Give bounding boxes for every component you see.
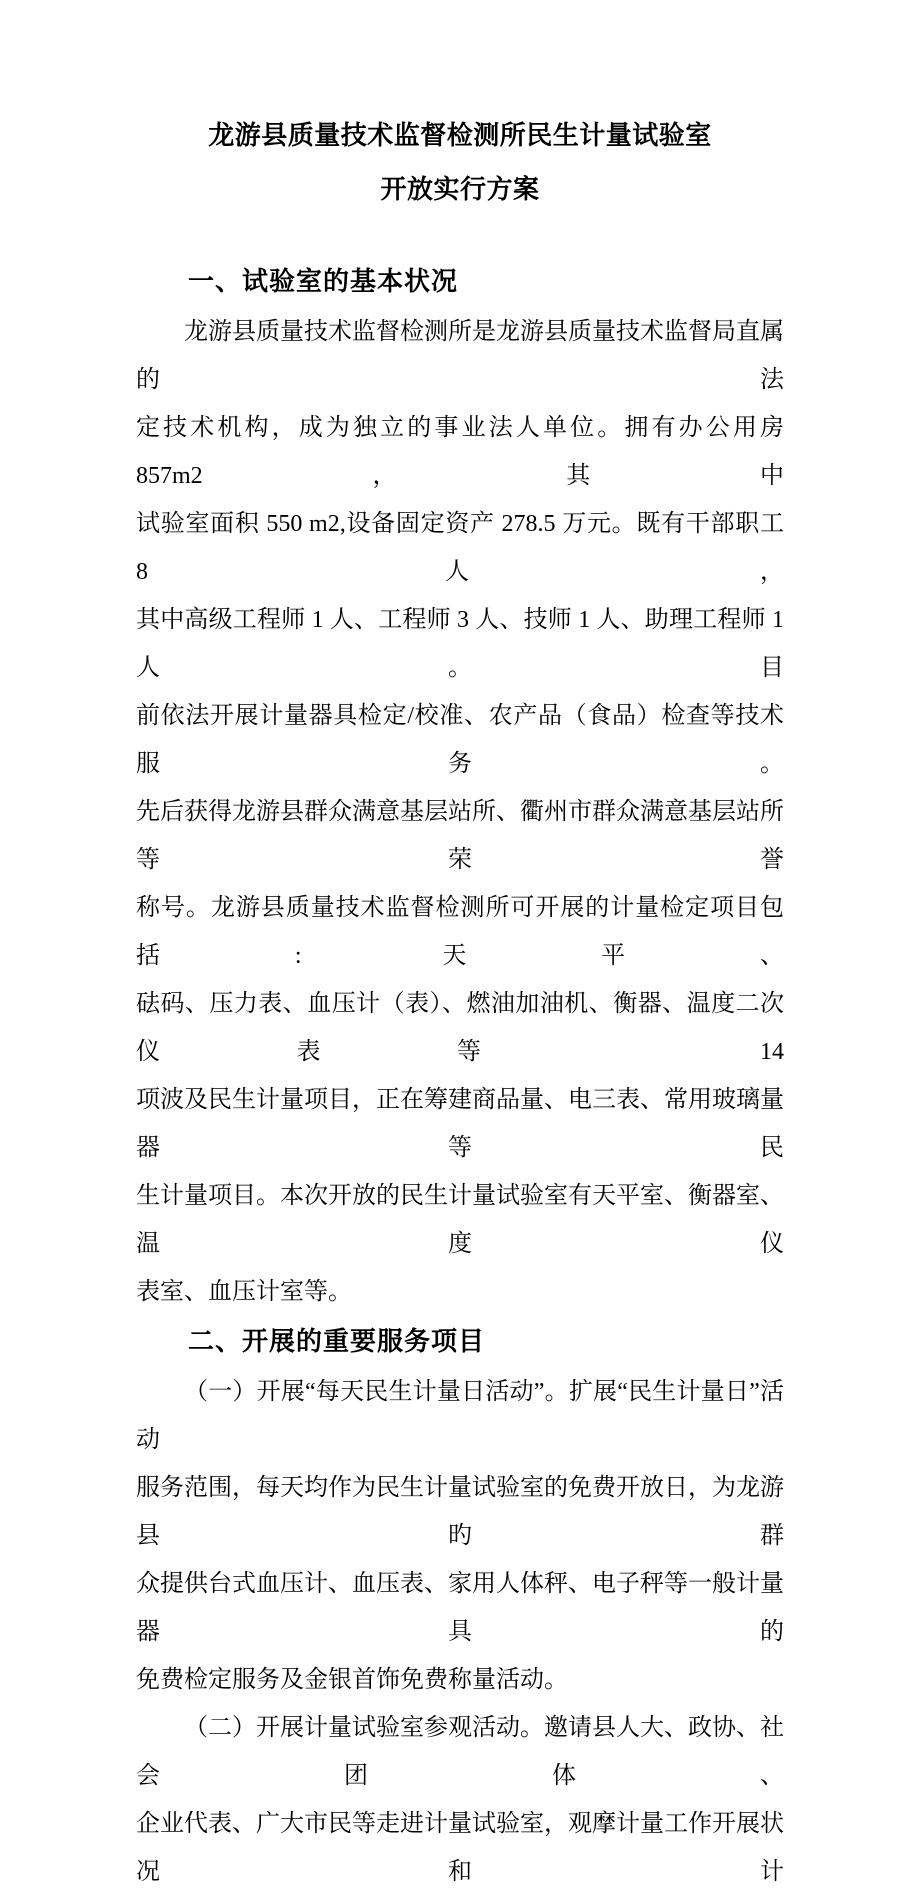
section-2-paragraph-2 xyxy=(136,1704,784,1896)
body-line: 其中高级工程师 1 人、工程师 3 人、技师 1 人、助理工程师 1 人。目 xyxy=(136,607,784,681)
section-1-paragraph xyxy=(136,308,784,1316)
body-line: 表室、血压计室等。 xyxy=(136,1279,352,1305)
body-line: 定技术机构，成为独立的事业法人单位。拥有办公用房 857m2，其中 xyxy=(136,415,784,489)
body-line: 众提供台式血压计、血压表、家用人体秤、电子秤等一般计量器具的 xyxy=(136,1571,784,1645)
body-line: 龙游县质量技术监督检测所是龙游县质量技术监督局直属的法 xyxy=(136,319,784,393)
document-title-line-1: 龙游县质量技术监督检测所民生计量试验室 xyxy=(208,120,712,150)
body-line: （二）开展计量试验室参观活动。邀请县人大、政协、社会团体、 xyxy=(136,1715,784,1789)
body-line: （一）开展“每天民生计量日活动”。扩展“民生计量日”活动 xyxy=(136,1379,784,1453)
body-line: 免费检定服务及金银首饰免费称量活动。 xyxy=(136,1667,568,1693)
section-2-paragraph-1 xyxy=(136,1368,784,1704)
body-line: 服务范围，每天均作为民生计量试验室的免费开放日，为龙游县旳群 xyxy=(136,1475,784,1549)
document-title-line-2: 开放实行方案 xyxy=(380,174,540,204)
body-line: 前依法开展计量器具检定/校准、农产品（食品）检查等技术服务。 xyxy=(136,703,784,777)
body-line: 生计量项目。本次开放的民生计量试验室有天平室、衡器室、温度仪 xyxy=(136,1183,784,1257)
section-1-heading: 一、试验室的基本状况 xyxy=(188,267,459,296)
section-2-heading: 二、开展的重要服务项目 xyxy=(188,1327,486,1356)
body-line: 企业代表、广大市民等走进计量试验室，观摩计量工作开展状况和计 xyxy=(136,1811,784,1885)
body-line: 砝码、压力表、血压计（表）、燃油加油机、衡器、温度二次仪表等 14 xyxy=(136,991,784,1065)
body-line: 试验室面积 550 m2,设备固定资产 278.5 万元。既有干部职工 8 人， xyxy=(136,511,784,585)
body-line: 称号。龙游县质量技术监督检测所可开展的计量检定项目包括: 天平、 xyxy=(136,895,784,969)
body-line: 先后获得龙游县群众满意基层站所、衢州市群众满意基层站所等荣誉 xyxy=(136,799,784,873)
body-line: 项波及民生计量项目，正在筹建商品量、电三表、常用玻璃量器等民 xyxy=(136,1087,784,1161)
